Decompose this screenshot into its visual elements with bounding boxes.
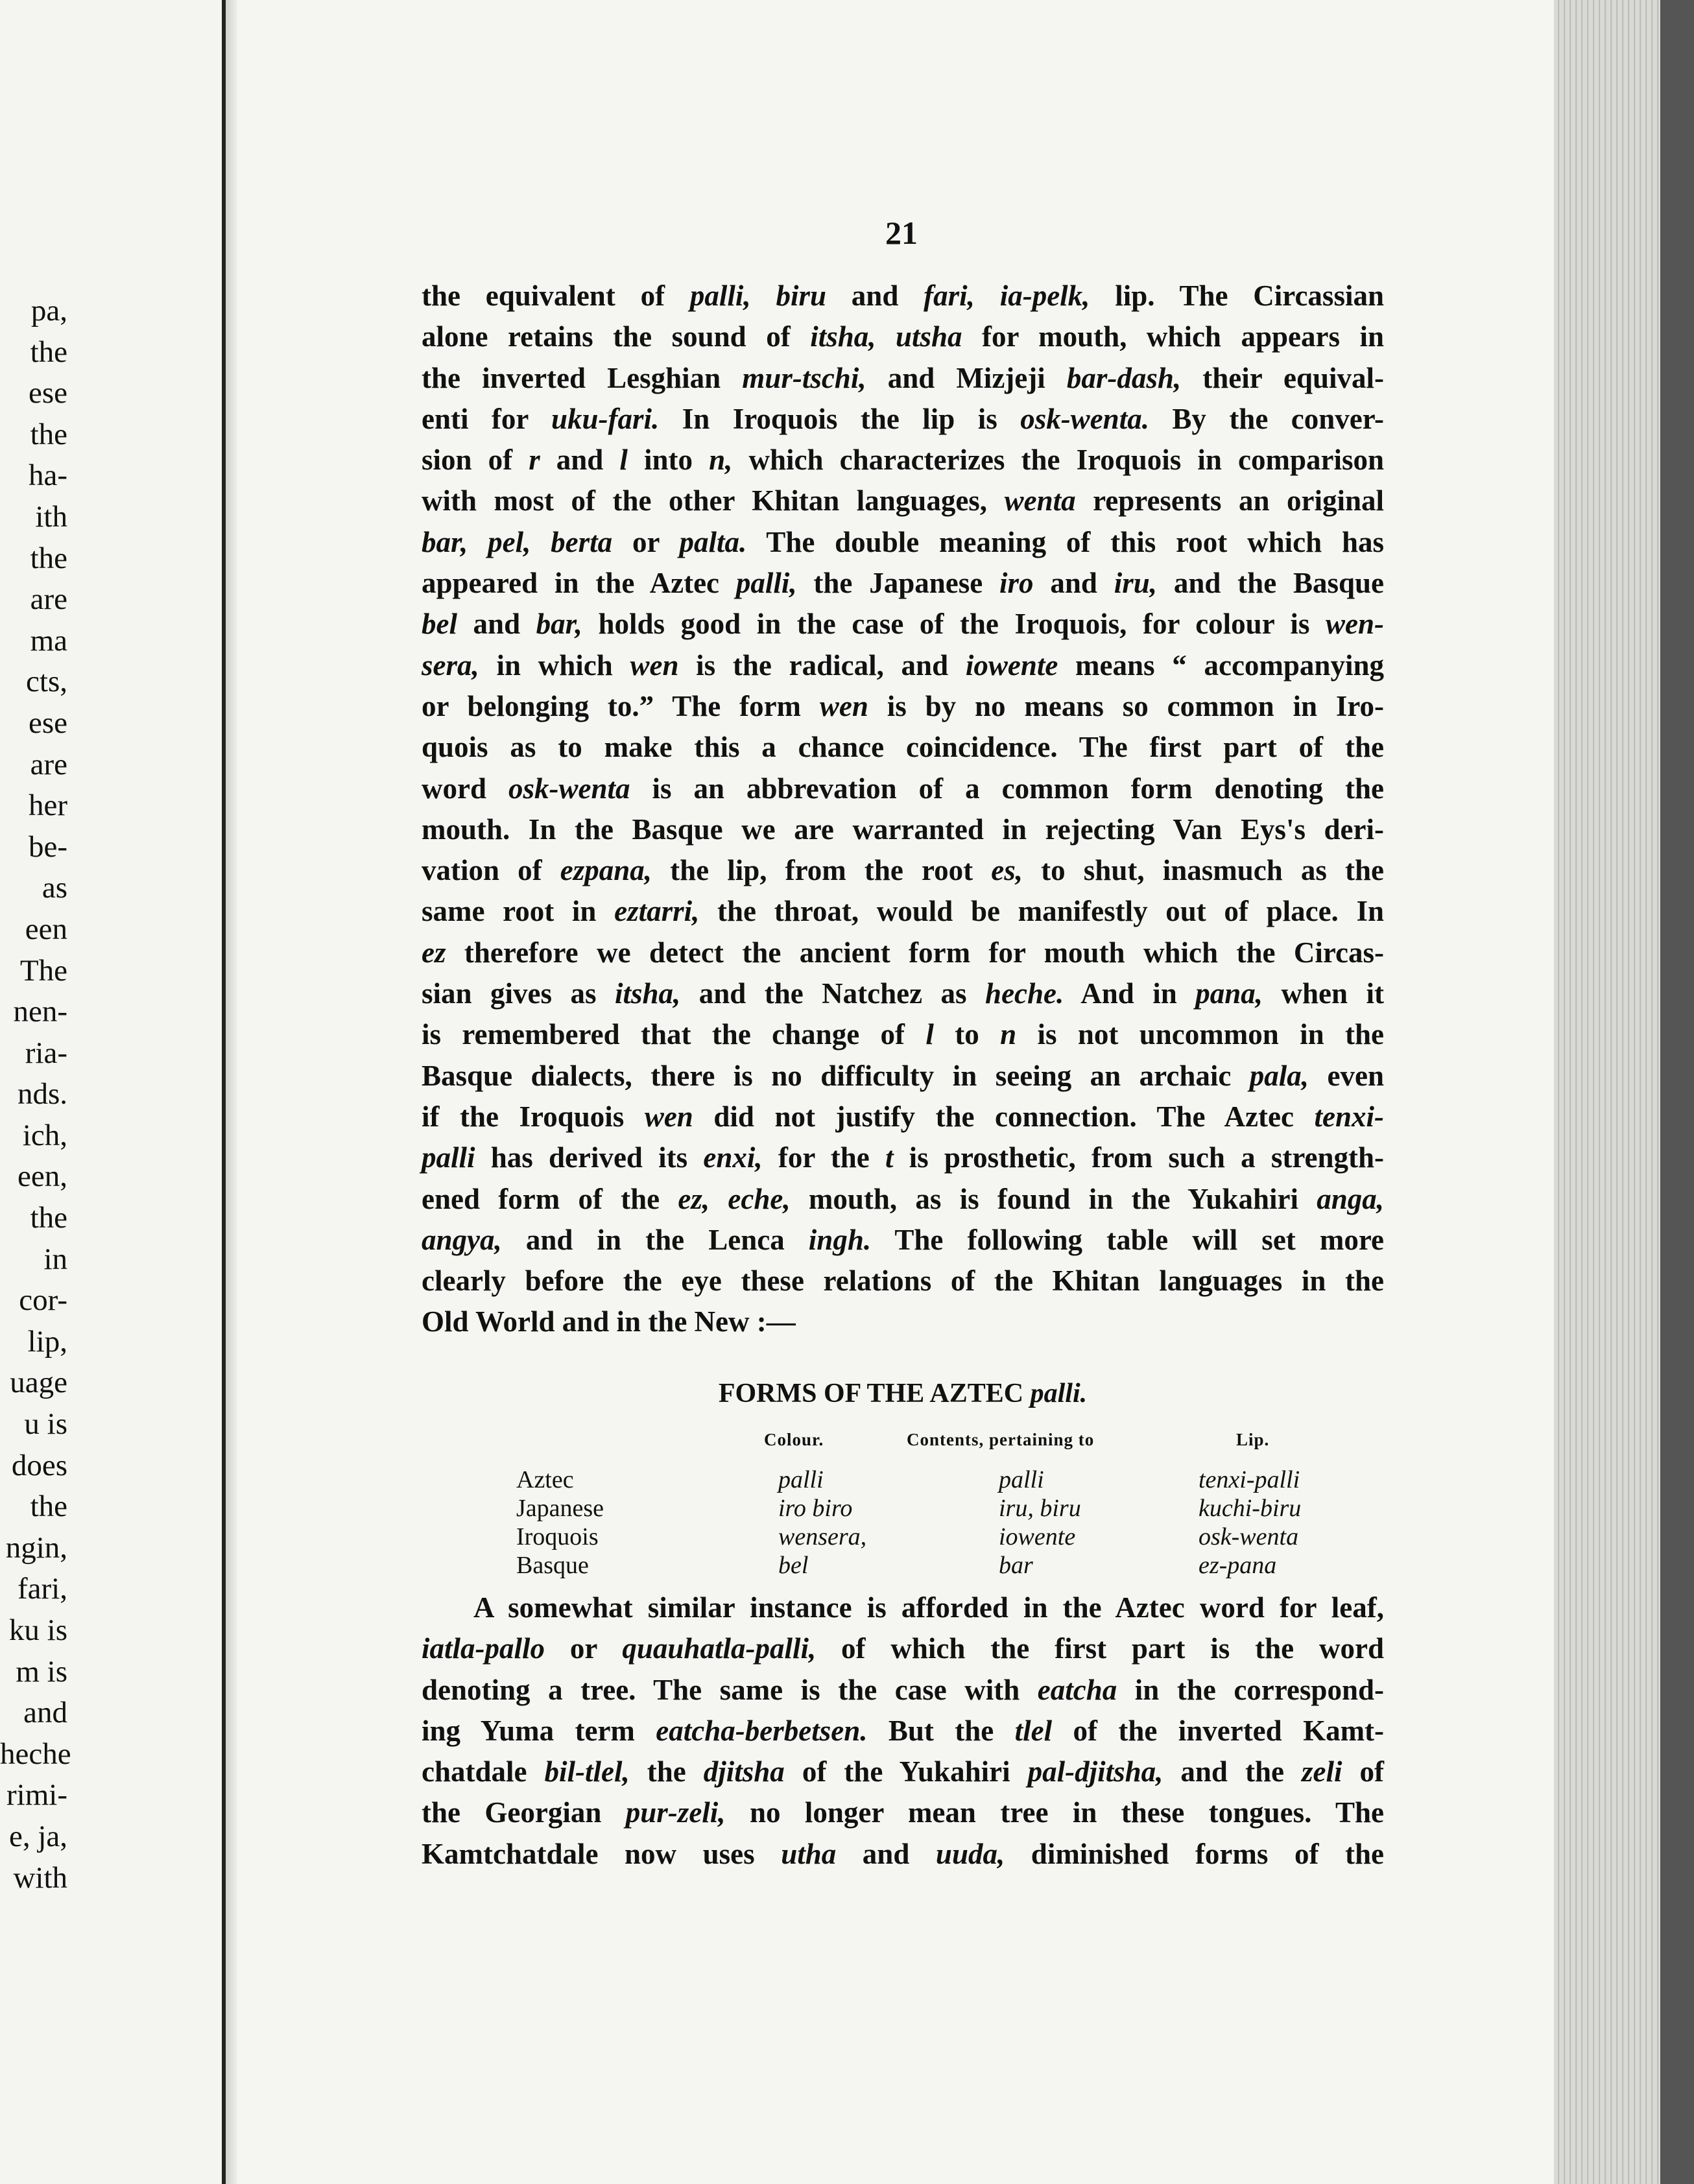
left-fragment: ngin, — [5, 1530, 67, 1565]
left-fragment: be- — [28, 829, 67, 864]
language-name: Basque — [516, 1552, 589, 1579]
left-fragment: een, — [18, 1159, 67, 1194]
left-fragment: the — [30, 541, 67, 575]
language-name: Japanese — [516, 1495, 604, 1522]
colour-form: bel — [778, 1552, 809, 1579]
text-line: the equivalent of palli, biru and fari, ia-pelk, lip. The Circassian — [422, 279, 1384, 312]
text-line: or belonging to.” The form wen is by no means so common in Iro- — [422, 689, 1384, 722]
left-fragment: with — [13, 1860, 67, 1895]
text-line: vation of ezpana, the lip, from the root es, to shut, inasmuch as the — [422, 854, 1385, 887]
text-line: if the Iroquois wen did not justify the connection. The Aztec tenxi- — [422, 1100, 1384, 1133]
left-fragment: are — [30, 747, 67, 781]
paragraph-2 — [422, 1587, 1384, 1875]
left-fragment: ese — [28, 376, 67, 410]
text-line: the Georgian pur-zeli, no longer mean tree in these tongues. The — [422, 1796, 1385, 1829]
text-line: bel and bar, holds good in the case of the Iroquois, for colour is wen- — [422, 608, 1384, 641]
lip-form: ez-pana — [1199, 1552, 1277, 1579]
table-row — [516, 1551, 1359, 1580]
text-line: sion of r and l into n, which characterizes the Iroquois in comparison — [422, 444, 1385, 477]
table-title — [422, 1378, 1384, 1409]
text-line: is remembered that the change of l to n is not uncommon in the — [422, 1018, 1384, 1051]
table-row — [516, 1466, 1359, 1494]
table-row — [516, 1494, 1359, 1523]
left-fragment: does — [11, 1448, 67, 1482]
left-fragment: the — [30, 1201, 67, 1235]
left-fragment: her — [28, 789, 67, 823]
text-line: alone retains the sound of itsha, utsha for mouth, which appears in — [422, 320, 1384, 353]
left-fragment: the — [30, 1490, 67, 1524]
text-line: Kamtchatdale now uses utha and uuda, diminished forms of the — [422, 1837, 1384, 1870]
header-contents: Contents, pertaining to — [907, 1430, 1095, 1449]
left-fragment: ria- — [25, 1036, 67, 1070]
left-fragment: the — [30, 417, 67, 451]
lip-form: osk-wenta — [1199, 1523, 1299, 1550]
left-fragment: uage — [10, 1366, 67, 1400]
text-line: ened form of the ez, eche, mouth, as is found in the Yukahiri anga, — [422, 1182, 1384, 1215]
left-fragment: in — [43, 1242, 67, 1276]
left-fragment: the — [30, 335, 67, 369]
text-line: ez therefore we detect the ancient form for mouth which the Circas- — [422, 936, 1384, 969]
left-fragment: pa, — [30, 294, 67, 327]
background-shadow — [1660, 0, 1694, 2184]
colour-form: wensera, — [778, 1523, 867, 1550]
text-line: iatla-pallo or quauhatla-palli, of which the first part is the word — [422, 1632, 1384, 1665]
left-fragment: fari, — [18, 1572, 67, 1606]
text-line: with most of the other Khitan languages, wenta represents an original — [422, 484, 1384, 517]
language-name: Aztec — [516, 1466, 574, 1493]
left-fragment: cor- — [19, 1283, 67, 1318]
left-fragment: ma — [30, 623, 67, 658]
text-line: Old World and in the New :— — [422, 1305, 796, 1338]
left-page-text-fragments — [0, 291, 222, 1899]
contents-form: bar — [999, 1552, 1033, 1579]
text-line: word osk-wenta is an abbrevation of a common form denoting the — [422, 772, 1385, 805]
text-line: denoting a tree. The same is the case with eatcha in the correspond- — [422, 1673, 1384, 1706]
left-fragment: ith — [35, 499, 67, 534]
contents-form: iowente — [999, 1523, 1076, 1550]
colour-form: iro biro — [778, 1495, 853, 1522]
text-line: bar, pel, berta or palta. The double meaning of this root which has — [422, 525, 1384, 558]
text-line: enti for uku-fari. In Iroquois the lip is osk-wenta. By the conver- — [422, 402, 1385, 435]
text-line: same root in eztarri, the throat, would be manifestly out of place. In — [422, 895, 1384, 928]
text-line: Basque dialects, there is no difficulty in seeing an archaic pala, even — [422, 1059, 1385, 1092]
language-name: Iroquois — [516, 1523, 599, 1550]
header-colour: Colour. — [764, 1430, 824, 1449]
left-fragment: nds. — [17, 1077, 67, 1111]
text-line: sera, in which wen is the radical, and iowente means “ accompanying — [422, 648, 1384, 682]
table-title-italic: palli. — [1030, 1379, 1088, 1408]
colour-form: palli — [778, 1466, 824, 1493]
left-fragment: u is — [24, 1407, 67, 1442]
contents-form: iru, biru — [999, 1495, 1081, 1522]
table-row — [516, 1523, 1359, 1551]
text-line: sian gives as itsha, and the Natchez as heche. And in pana, when it — [422, 977, 1385, 1010]
text-line: A somewhat similar instance is afforded in the Aztec word for leaf, — [473, 1591, 1384, 1624]
left-facing-page — [0, 0, 226, 2184]
lip-form: tenxi-palli — [1199, 1466, 1300, 1493]
text-line: angya, and in the Lenca ingh. The following table will set more — [422, 1223, 1384, 1256]
left-fragment: are — [30, 582, 67, 617]
left-fragment: m is — [16, 1654, 67, 1689]
header-lip: Lip. — [1236, 1430, 1270, 1449]
lip-form: kuchi-biru — [1199, 1495, 1302, 1522]
left-fragment: rimi- — [6, 1778, 67, 1812]
text-line: chatdale bil-tlel, the djitsha of the Yukahiri pal-djitsha, and the zeli of — [422, 1755, 1384, 1788]
paragraph-1 — [422, 276, 1384, 1343]
text-line: palli has derived its enxi, for the t is prosthetic, from such a strength- — [422, 1141, 1384, 1174]
left-fragment: lip, — [27, 1324, 67, 1359]
left-fragment: nen- — [13, 995, 67, 1029]
left-fragment: and — [23, 1696, 67, 1730]
left-fragment: as — [42, 871, 67, 905]
left-fragment: ich, — [22, 1118, 67, 1152]
left-fragment: e, ja, — [8, 1819, 67, 1853]
page-number: 21 — [885, 215, 918, 251]
left-fragment: cts, — [26, 665, 67, 699]
left-fragment: heche — [0, 1737, 71, 1771]
text-line: appeared in the Aztec palli, the Japanese iro and iru, and the Basque — [422, 567, 1385, 600]
text-line: the inverted Lesghian mur-tschi, and Mizjeji bar-dash, their equival- — [422, 361, 1384, 394]
left-fragment: The — [19, 953, 67, 988]
text-line: ing Yuma term eatcha-berbetsen. But the tlel of the inverted Kamt- — [422, 1714, 1385, 1747]
left-fragment: ese — [28, 706, 67, 740]
text-line: clearly before the eye these relations of the Khitan languages in the — [422, 1264, 1384, 1298]
book-gutter — [226, 0, 237, 2184]
left-fragment: ku is — [8, 1613, 67, 1647]
contents-form: palli — [999, 1466, 1044, 1493]
text-line: mouth. In the Basque we are warranted in rejecting Van Eys's deri- — [422, 813, 1384, 846]
table-title-text: FORMS OF THE AZTEC — [718, 1379, 1024, 1408]
text-line: quois as to make this a chance coincidence. The first part of the — [422, 731, 1384, 764]
left-fragment: ha- — [28, 458, 67, 493]
left-fragment: een — [25, 912, 67, 946]
